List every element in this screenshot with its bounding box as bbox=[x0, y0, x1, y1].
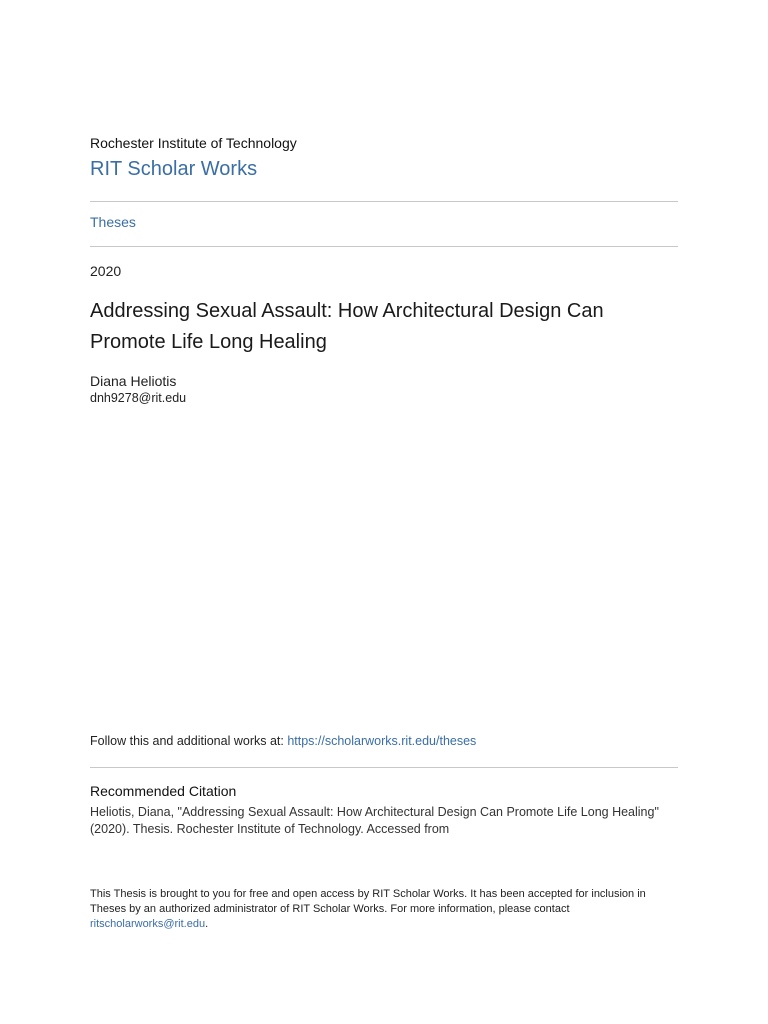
contact-email-link[interactable]: ritscholarworks@rit.edu bbox=[90, 918, 206, 930]
publication-year: 2020 bbox=[90, 263, 122, 279]
institution-name: Rochester Institute of Technology bbox=[90, 135, 297, 151]
notice-suffix: . bbox=[205, 918, 209, 930]
repository-link[interactable]: RIT Scholar Works bbox=[90, 158, 258, 180]
divider bbox=[90, 767, 678, 768]
author-name: Diana Heliotis bbox=[90, 373, 177, 389]
document-title: Addressing Sexual Assault: How Architectural Design Can Promote Life Long Healing bbox=[90, 300, 604, 353]
follow-prefix: Follow this and additional works at: bbox=[90, 734, 288, 748]
citation-heading: Recommended Citation bbox=[90, 783, 237, 799]
divider bbox=[90, 246, 678, 247]
citation-text: Heliotis, Diana, "Addressing Sexual Assault: How Architectural Design Can Promote Life Long Healing" (2020). Thesis. Rochester Institute of Technology. Accessed from bbox=[90, 805, 659, 836]
collection-url-link[interactable]: https://scholarworks.rit.edu/theses bbox=[287, 734, 477, 748]
follow-line bbox=[90, 734, 476, 748]
collection-link[interactable]: Theses bbox=[90, 214, 136, 230]
notice-text: This Thesis is brought to you for free and open access by RIT Scholar Works. It has been accepted for inclusion in Theses by an authorized administrator of RIT Scholar Works. For more information, please contact bbox=[90, 888, 646, 915]
divider bbox=[90, 201, 678, 202]
author-email: dnh9278@rit.edu bbox=[90, 391, 187, 405]
access-notice bbox=[90, 887, 680, 932]
